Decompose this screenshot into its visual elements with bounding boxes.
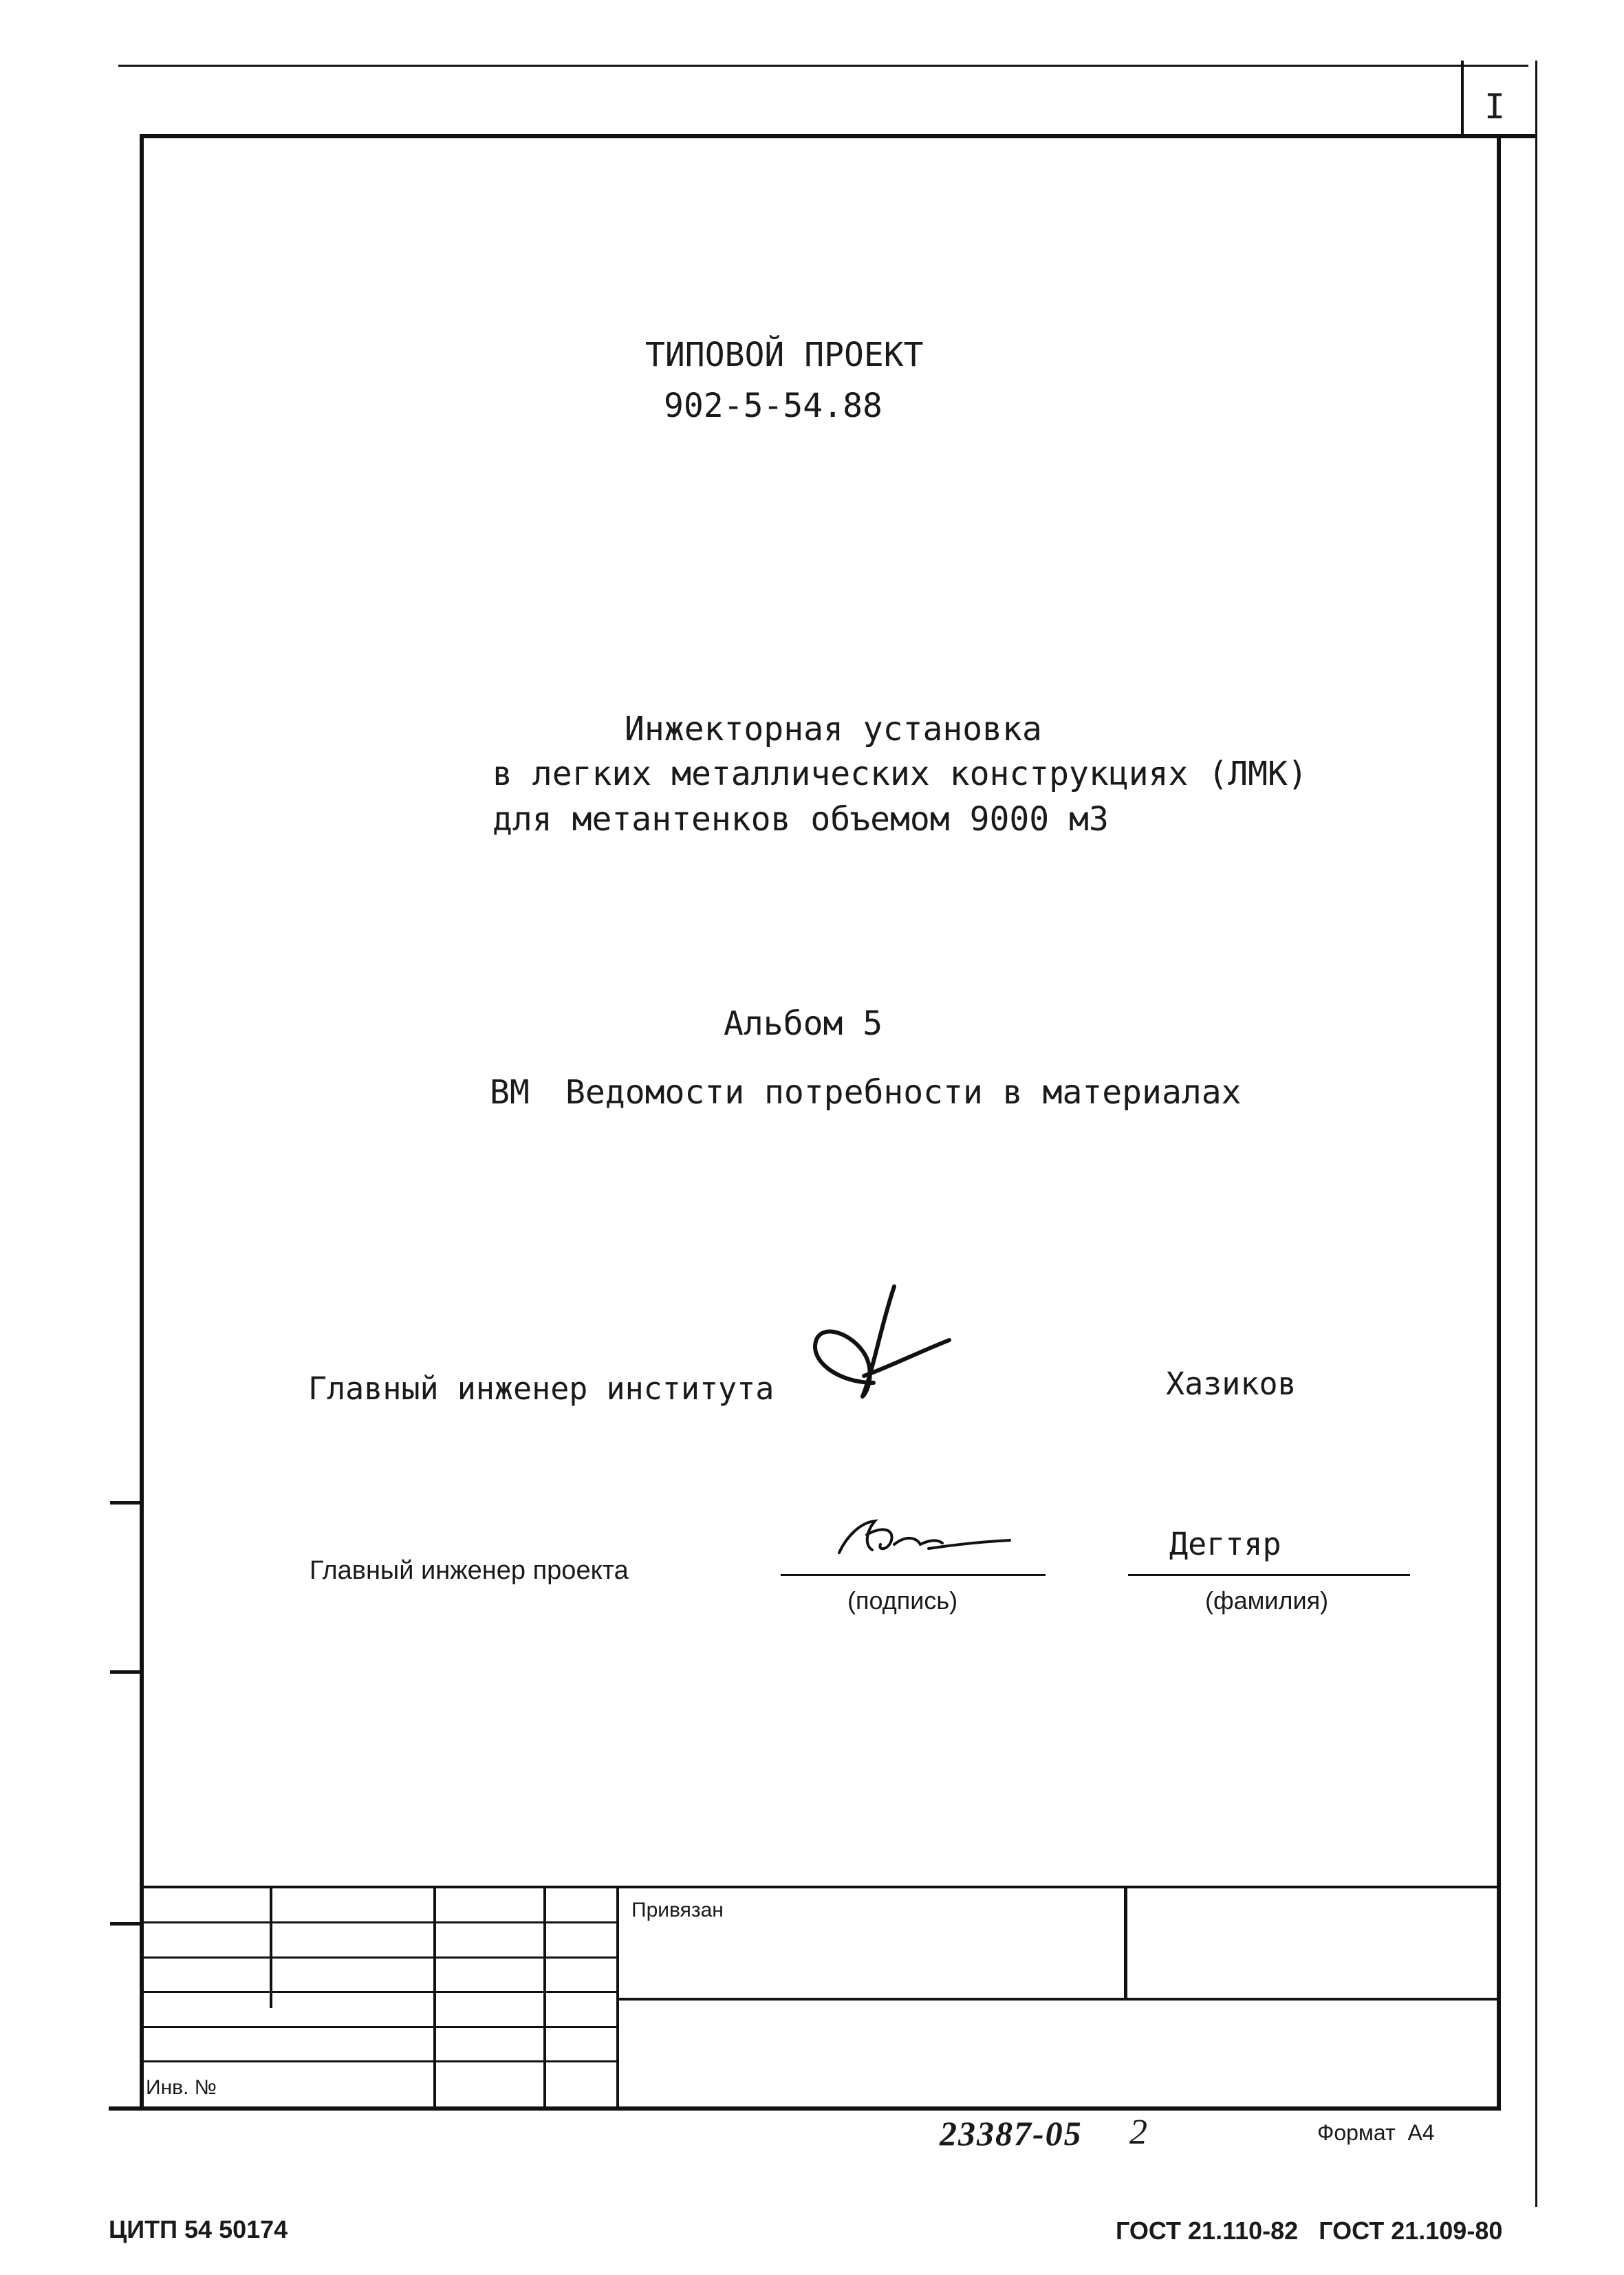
- institute-engineer-signature: [798, 1280, 963, 1417]
- title-line-3: для метантенков объемом 9000 м3: [492, 800, 1109, 839]
- page-number-box-right: [1535, 61, 1537, 2207]
- signature-caption: (подпись): [847, 1586, 958, 1615]
- frame-top: [140, 134, 1537, 138]
- inventory-label: Инв. №: [146, 2076, 217, 2099]
- project-engineer-signature: [825, 1510, 1018, 1572]
- title-line-2: в легких металлических конструкциях (ЛМК): [492, 755, 1308, 793]
- title-line-1: Инжекторная установка: [625, 710, 1042, 748]
- page-number: I: [1484, 87, 1506, 127]
- signature-line: [781, 1574, 1046, 1576]
- top-rule: [118, 65, 1528, 67]
- frame-left: [140, 136, 144, 2111]
- document-number: 23387-05: [940, 2114, 1083, 2153]
- margin-tick: [110, 1501, 142, 1505]
- institute-engineer-name: Хазиков: [1166, 1366, 1297, 1402]
- margin-tick: [110, 1922, 142, 1926]
- frame-right: [1497, 136, 1501, 2111]
- frame-bottom: [109, 2106, 1501, 2111]
- sheet-mark: 2: [1129, 2113, 1147, 2152]
- name-line: [1128, 1574, 1410, 1576]
- printer-code: ЦИТП 54 50174: [109, 2215, 288, 2243]
- album-label: Альбом 5: [724, 1004, 883, 1043]
- stamp-top: [140, 1886, 1501, 1888]
- project-code: 902-5-54.88: [664, 387, 883, 425]
- album-code: ВМ: [490, 1073, 530, 1112]
- project-engineer-name: Дегтяр: [1169, 1526, 1281, 1562]
- project-type: ТИПОВОЙ ПРОЕКТ: [645, 336, 924, 374]
- album-description: Ведомости потребности в материалах: [565, 1073, 1242, 1112]
- institute-engineer-role: Главный инженер института: [308, 1370, 775, 1407]
- page-number-box-left: [1461, 61, 1464, 136]
- format-label: Формат А4: [1317, 2120, 1435, 2145]
- project-engineer-role: Главный инженер проекта: [310, 1556, 629, 1585]
- name-caption: (фамилия): [1205, 1586, 1329, 1615]
- margin-tick: [110, 1670, 142, 1674]
- bound-label: Привязан: [631, 1899, 724, 1921]
- gost-references: ГОСТ 21.110-82 ГОСТ 21.109-80: [1116, 2217, 1503, 2245]
